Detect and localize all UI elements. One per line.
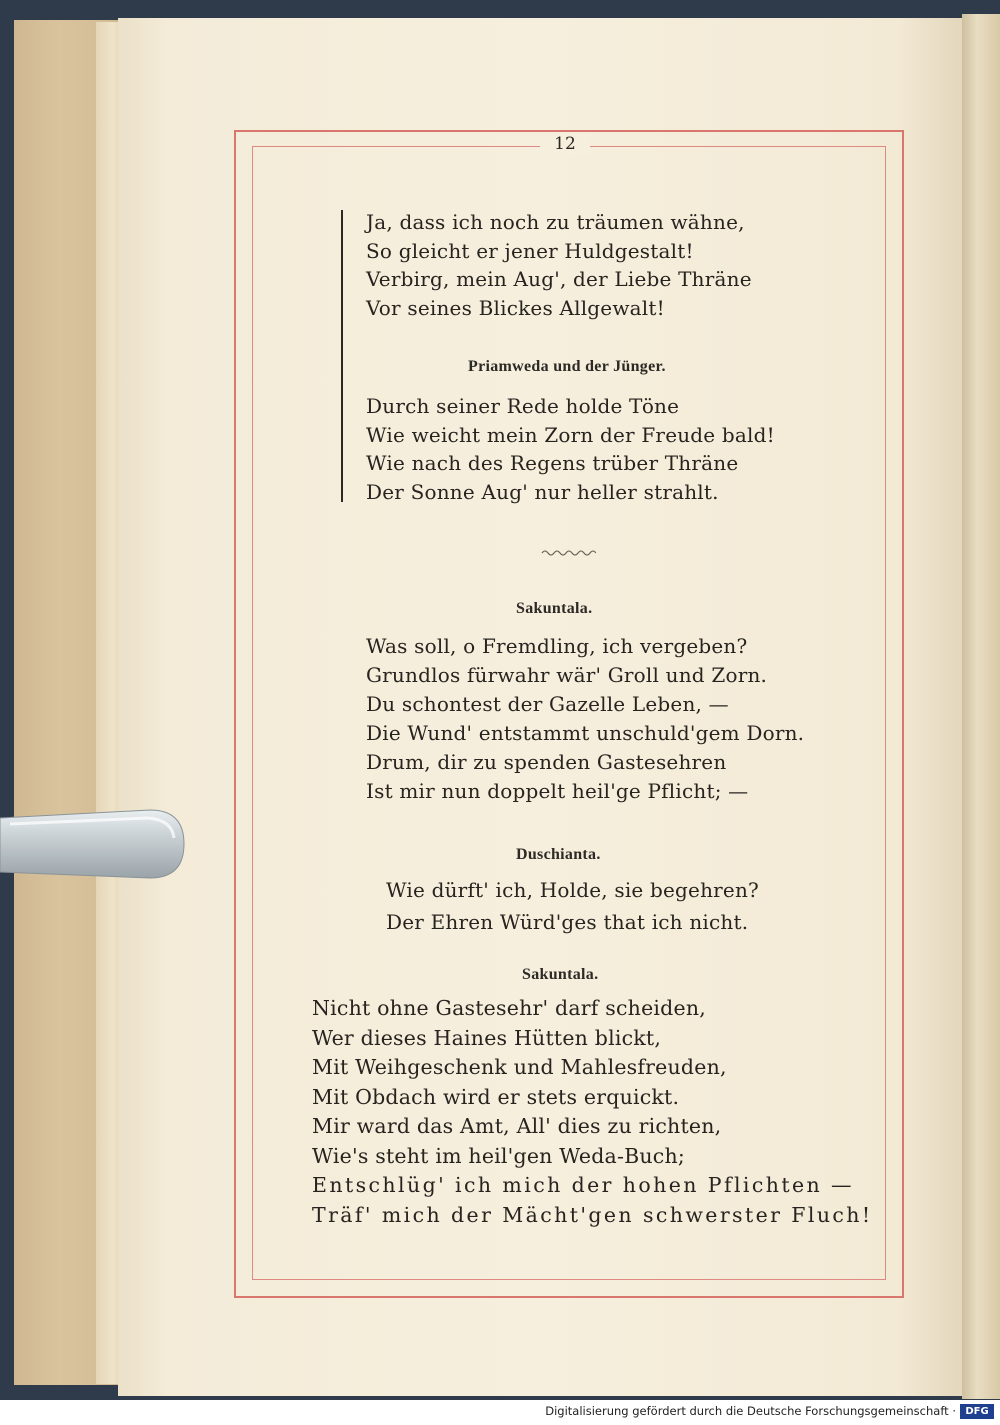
- verse-line: Wer dieses Haines Hütten blickt,: [312, 1025, 662, 1050]
- verse-line: Der Sonne Aug' nur heller strahlt.: [366, 479, 719, 504]
- verse-line: Ja, dass ich noch zu träumen wähne,: [366, 210, 745, 234]
- speaker-heading: Sakuntala.: [522, 966, 599, 983]
- facing-page-edge: [962, 14, 1000, 1399]
- stanza-2: [366, 392, 775, 506]
- stanza-3: [366, 632, 804, 806]
- verse-line: Wie weicht mein Zorn der Freude bald!: [366, 422, 775, 447]
- verse-line: Was soll, o Fremdling, ich vergeben?: [366, 634, 748, 658]
- verse-line: Ist mir nun doppelt heil'ge Pflicht; —: [366, 779, 749, 803]
- stanza-1: [366, 208, 752, 322]
- verse-line: So gleicht er jener Huldgestalt!: [366, 238, 694, 263]
- verse-line: Die Wund' entstammt unschuld'gem Dorn.: [366, 721, 805, 745]
- verse-line: Du schontest der Gazelle Leben, —: [366, 692, 729, 716]
- stanza-5: [312, 994, 873, 1230]
- verse-line: Drum, dir zu spenden Gastesehren: [366, 750, 727, 774]
- verse-line: Der Ehren Würd'ges that ich nicht.: [386, 910, 749, 934]
- footer-bar: [0, 1400, 1000, 1425]
- verse-line: Nicht ohne Gastesehr' darf scheiden,: [312, 996, 706, 1020]
- verse-line: Wie nach des Regens trüber Thräne: [366, 451, 739, 475]
- verse-line: Durch seiner Rede holde Töne: [366, 394, 680, 418]
- stanza-4: [386, 874, 759, 938]
- verse-line: Vor seines Blickes Allgewalt!: [366, 295, 665, 320]
- dfg-logo: DFG: [960, 1404, 994, 1419]
- glass-weight-clip: [0, 808, 186, 882]
- verse-line: Mir ward das Amt, All' dies zu richten,: [312, 1114, 722, 1138]
- page-number: 12: [554, 134, 576, 154]
- verse-line: Mit Obdach wird er stets erquickt.: [312, 1084, 680, 1109]
- verse-line: Träf' mich der Mächt'gen schwerster Fluch!: [312, 1202, 873, 1227]
- speaker-heading: Priamweda und der Jünger.: [468, 358, 666, 375]
- verse-line: Wie's steht im heil'gen Weda-Buch;: [312, 1143, 685, 1168]
- verse-line: Grundlos fürwahr wär' Groll und Zorn.: [366, 663, 768, 687]
- verse-line: Mit Weihgeschenk und Mahlesfreuden,: [312, 1055, 727, 1079]
- speech-bracket: [341, 210, 343, 502]
- verse-line: Wie dürft' ich, Holde, sie begehren?: [386, 878, 759, 902]
- dfg-credit: Digitalisierung gefördert durch die Deutsche Forschungsgemeinschaft ·: [545, 1404, 956, 1418]
- verse-line: Verbirg, mein Aug', der Liebe Thräne: [366, 267, 752, 291]
- speaker-heading: Sakuntala.: [516, 600, 593, 617]
- speaker-heading: Duschianta.: [516, 846, 601, 863]
- verse-line: Entschlüg' ich mich der hohen Pflichten —: [312, 1173, 854, 1197]
- ornament-squiggle: [540, 548, 596, 558]
